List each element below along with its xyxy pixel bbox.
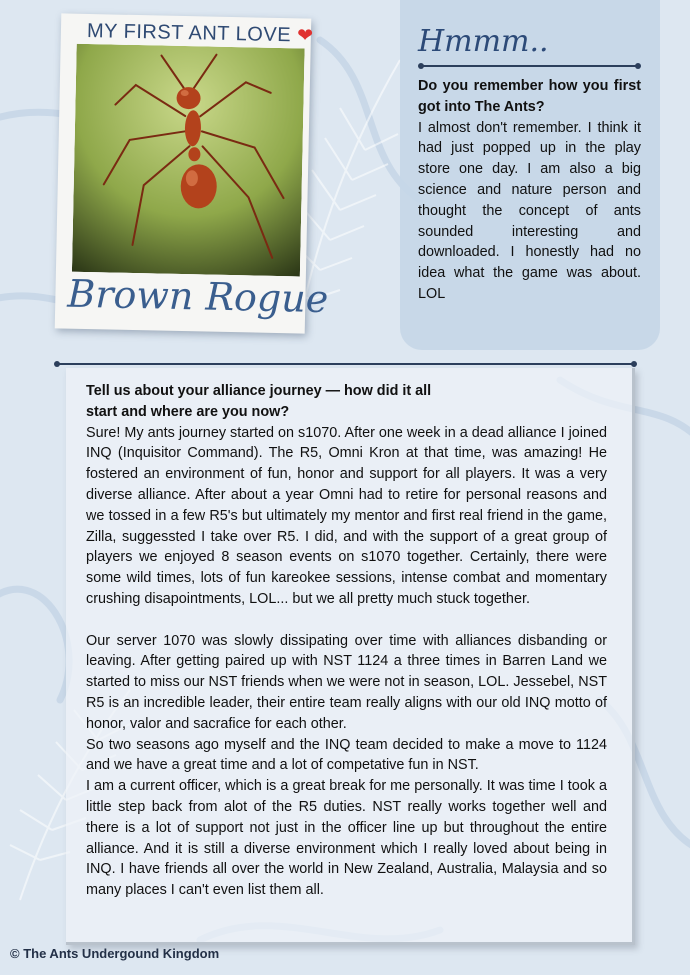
polaroid-caption: Brown Rogue [66,271,329,322]
paragraph-spacer [86,610,607,631]
journey-paragraph-2: Our server 1070 was slowly dissipating over time with alliances disbanding or leaving. After getting paired up with NST 1124 a three times in Barren Land we started to miss our NST friends when we were not in season, LOL. Jessebel, NST R5 is an incredible leader, their entire team really aligns with our old INQ motto of honor, valor and sacrafice for each other. [86,632,607,732]
section-divider-dot-left [54,361,60,367]
copyright-footer: © The Ants Undergound Kingdom [10,946,220,961]
interview-heading: Hmmm.. [418,24,549,59]
ant-photo [72,44,305,277]
heart-icon: ❤ [296,25,314,47]
divider-dot-right [635,63,641,69]
journey-question: Tell us about your alliance journey — how did it all start and where are you now? [86,383,432,420]
journey-paragraph-3: So two seasons ago myself and the INQ team decided to make a move to 1124 and we have a great time and a lot of competative fun in NST. [86,736,607,774]
polaroid-photo-card [55,13,329,333]
journey-paragraph-4: I am a current officer, which is a great break for me personally. It was time I took a little step back from alot of the R5 duties. NST really works together well and there is a lot of support not just in the officer line up but throughout the entire alliance. And it is still a diverse environment which I really loved about being in INQ. I have friends all over the world in New Zealand, Australia, Malaysia and so many places I can't even list them all. [86,778,607,899]
divider-dot-left [418,63,424,69]
interview-body [418,76,641,305]
interview-answer: I almost don't remember. I think it had just popped up in the play store one day. I am also a big science and nature person and thought the concept of ants sounded interesting and downloaded. I honestly had no idea what the game was about. LOL [418,119,641,302]
polaroid-title [87,20,317,48]
section-divider [57,363,634,365]
interview-question: Do you remember how you first got into The Ants? [418,78,641,115]
journey-paragraph-1: Sure! My ants journey started on s1070. After one week in a dead alliance I joined INQ (Inquisitor Command). The R5, Omni Kron at that time, was amazing! He fostered an environment of fun, honor and support for all players. It was a very diverse alliance. After about a year Omni had to retire for personal reasons and we tossed in a few R5's but ultimately my mentor and first real friend in the game, Zilla, suggessted I take over R5. I did, and with the support of a great group of players we enjoyed 8 season events on s1070 together. Certainly, there were some wild times, lots of fun kareokee sessions, intense combat and momentary crushing disapointments, LOL... but we all pretty much stuck together. [86,424,607,607]
polaroid-title-text: MY FIRST ANT LOVE [86,19,292,47]
journey-body [86,381,607,901]
heading-divider [421,65,637,67]
section-divider-dot-right [631,361,637,367]
